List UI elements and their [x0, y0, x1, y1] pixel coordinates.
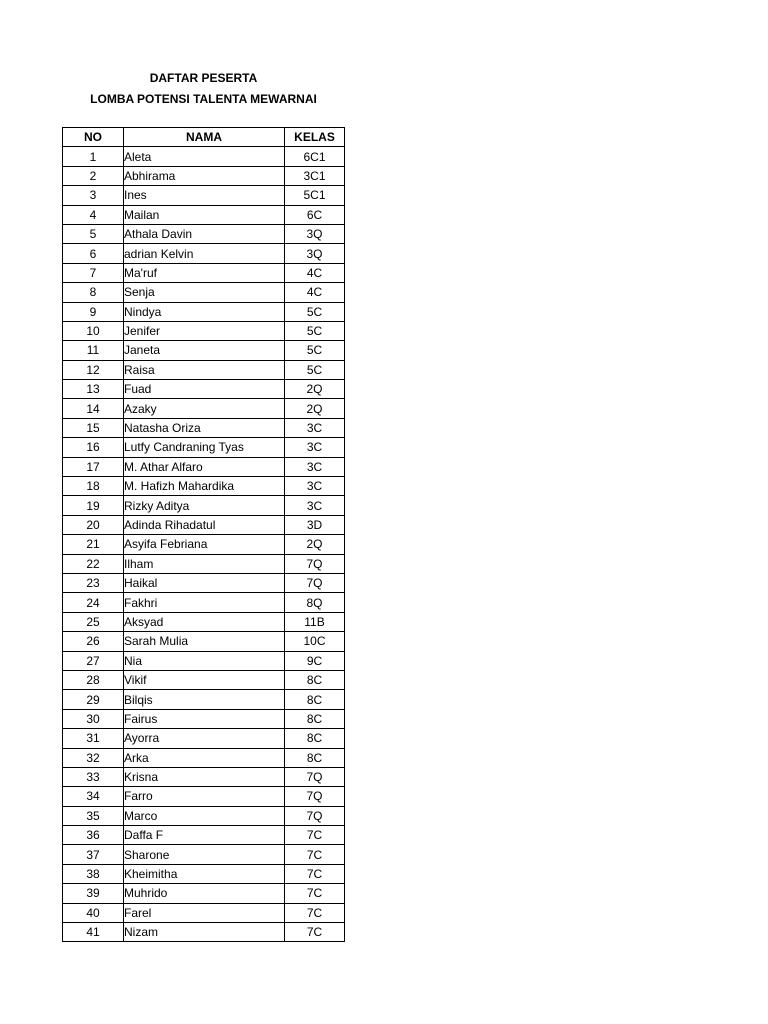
table-row: [63, 244, 345, 263]
cell-kelas: 6C1: [285, 147, 345, 166]
table-row: [63, 554, 345, 573]
cell-no: 33: [63, 767, 124, 786]
table-header: [63, 128, 345, 147]
cell-nama: Arka: [124, 748, 285, 767]
cell-no: 41: [63, 923, 124, 942]
cell-no: 30: [63, 709, 124, 728]
header-kelas: KELAS: [285, 128, 345, 147]
cell-no: 34: [63, 787, 124, 806]
cell-no: 10: [63, 321, 124, 340]
table-row: [63, 845, 345, 864]
cell-no: 37: [63, 845, 124, 864]
cell-nama: Muhrido: [124, 884, 285, 903]
table-row: [63, 729, 345, 748]
cell-nama: Aksyad: [124, 612, 285, 631]
table-row: [63, 651, 345, 670]
cell-nama: Mailan: [124, 205, 285, 224]
cell-kelas: 7Q: [285, 806, 345, 825]
cell-kelas: 3D: [285, 515, 345, 534]
cell-kelas: 7C: [285, 864, 345, 883]
cell-nama: Fuad: [124, 380, 285, 399]
cell-nama: adrian Kelvin: [124, 244, 285, 263]
cell-no: 6: [63, 244, 124, 263]
cell-no: 32: [63, 748, 124, 767]
cell-nama: Fairus: [124, 709, 285, 728]
table-row: [63, 166, 345, 185]
table-row: [63, 438, 345, 457]
cell-kelas: 5C: [285, 341, 345, 360]
cell-nama: Krisna: [124, 767, 285, 786]
cell-no: 7: [63, 263, 124, 282]
cell-kelas: 5C: [285, 302, 345, 321]
cell-kelas: 7C: [285, 884, 345, 903]
table-row: [63, 670, 345, 689]
cell-kelas: 2Q: [285, 399, 345, 418]
cell-nama: Sharone: [124, 845, 285, 864]
cell-kelas: 2Q: [285, 380, 345, 399]
table-row: [63, 787, 345, 806]
cell-kelas: 7Q: [285, 787, 345, 806]
cell-no: 36: [63, 826, 124, 845]
cell-no: 25: [63, 612, 124, 631]
cell-nama: Raisa: [124, 360, 285, 379]
table-row: [63, 709, 345, 728]
title-line-2: LOMBA POTENSI TALENTA MEWARNAI: [90, 92, 317, 106]
cell-kelas: 3C1: [285, 166, 345, 185]
cell-nama: Farel: [124, 903, 285, 922]
table-row: [63, 748, 345, 767]
cell-kelas: 7C: [285, 903, 345, 922]
table-row: [63, 263, 345, 282]
cell-nama: Ilham: [124, 554, 285, 573]
cell-kelas: 6C: [285, 205, 345, 224]
cell-nama: Kheimitha: [124, 864, 285, 883]
cell-nama: Daffa F: [124, 826, 285, 845]
header-row: [63, 128, 345, 147]
cell-nama: Athala Davin: [124, 224, 285, 243]
table-row: [63, 418, 345, 437]
table-row: [63, 399, 345, 418]
cell-kelas: 8C: [285, 748, 345, 767]
cell-nama: Ma'ruf: [124, 263, 285, 282]
cell-no: 5: [63, 224, 124, 243]
cell-kelas: 10C: [285, 632, 345, 651]
cell-kelas: 3C: [285, 496, 345, 515]
table-row: [63, 496, 345, 515]
cell-nama: Nia: [124, 651, 285, 670]
cell-no: 15: [63, 418, 124, 437]
cell-nama: Haikal: [124, 573, 285, 592]
table-row: [63, 321, 345, 340]
cell-nama: Sarah Mulia: [124, 632, 285, 651]
cell-kelas: 8C: [285, 690, 345, 709]
table-row: [63, 690, 345, 709]
cell-kelas: 5C: [285, 321, 345, 340]
cell-nama: Azaky: [124, 399, 285, 418]
cell-no: 22: [63, 554, 124, 573]
cell-no: 17: [63, 457, 124, 476]
cell-kelas: 4C: [285, 263, 345, 282]
table-row: [63, 360, 345, 379]
cell-kelas: 8Q: [285, 593, 345, 612]
cell-nama: Janeta: [124, 341, 285, 360]
table-row: [63, 826, 345, 845]
table-row: [63, 477, 345, 496]
cell-no: 13: [63, 380, 124, 399]
cell-kelas: 7C: [285, 923, 345, 942]
cell-nama: M. Hafizh Mahardika: [124, 477, 285, 496]
table-row: [63, 923, 345, 942]
cell-no: 20: [63, 515, 124, 534]
cell-no: 14: [63, 399, 124, 418]
cell-nama: Bilqis: [124, 690, 285, 709]
table-row: [63, 515, 345, 534]
table-row: [63, 903, 345, 922]
cell-no: 16: [63, 438, 124, 457]
cell-nama: Aleta: [124, 147, 285, 166]
table-row: [63, 457, 345, 476]
cell-no: 28: [63, 670, 124, 689]
cell-nama: M. Athar Alfaro: [124, 457, 285, 476]
title-line-1: DAFTAR PESERTA: [149, 71, 258, 85]
table-row: [63, 612, 345, 631]
cell-kelas: 3Q: [285, 244, 345, 263]
cell-no: 23: [63, 573, 124, 592]
cell-kelas: 2Q: [285, 535, 345, 554]
cell-nama: Jenifer: [124, 321, 285, 340]
cell-no: 31: [63, 729, 124, 748]
cell-kelas: 7C: [285, 845, 345, 864]
table-row: [63, 535, 345, 554]
cell-nama: Ines: [124, 186, 285, 205]
cell-no: 39: [63, 884, 124, 903]
cell-kelas: 11B: [285, 612, 345, 631]
cell-nama: Fakhri: [124, 593, 285, 612]
cell-nama: Lutfy Candraning Tyas: [124, 438, 285, 457]
cell-kelas: 7C: [285, 826, 345, 845]
cell-kelas: 9C: [285, 651, 345, 670]
cell-kelas: 4C: [285, 283, 345, 302]
cell-nama: Rizky Aditya: [124, 496, 285, 515]
cell-kelas: 7Q: [285, 767, 345, 786]
cell-nama: Vikif: [124, 670, 285, 689]
cell-no: 12: [63, 360, 124, 379]
table-row: [63, 341, 345, 360]
cell-nama: Farro: [124, 787, 285, 806]
cell-no: 3: [63, 186, 124, 205]
cell-no: 9: [63, 302, 124, 321]
cell-nama: Abhirama: [124, 166, 285, 185]
cell-no: 38: [63, 864, 124, 883]
table-row: [63, 632, 345, 651]
cell-no: 35: [63, 806, 124, 825]
table-body: [63, 147, 345, 942]
cell-no: 4: [63, 205, 124, 224]
cell-kelas: 3C: [285, 418, 345, 437]
table-row: [63, 205, 345, 224]
cell-kelas: 3Q: [285, 224, 345, 243]
header-no: NO: [63, 128, 124, 147]
table-row: [63, 186, 345, 205]
cell-kelas: 8C: [285, 670, 345, 689]
table-row: [63, 283, 345, 302]
table-row: [63, 380, 345, 399]
table-row: [63, 302, 345, 321]
cell-no: 8: [63, 283, 124, 302]
cell-kelas: 8C: [285, 729, 345, 748]
cell-nama: Nizam: [124, 923, 285, 942]
cell-no: 27: [63, 651, 124, 670]
cell-kelas: 7Q: [285, 554, 345, 573]
cell-nama: Adinda Rihadatul: [124, 515, 285, 534]
cell-kelas: 3C: [285, 477, 345, 496]
participants-table: [62, 127, 345, 942]
cell-kelas: 3C: [285, 457, 345, 476]
cell-nama: Ayorra: [124, 729, 285, 748]
table-row: [63, 224, 345, 243]
cell-nama: Senja: [124, 283, 285, 302]
table-row: [63, 147, 345, 166]
header-nama: NAMA: [124, 128, 285, 147]
cell-nama: Natasha Oriza: [124, 418, 285, 437]
cell-no: 24: [63, 593, 124, 612]
table-row: [63, 573, 345, 592]
cell-nama: Marco: [124, 806, 285, 825]
table-row: [63, 864, 345, 883]
cell-kelas: 8C: [285, 709, 345, 728]
cell-no: 21: [63, 535, 124, 554]
table-row: [63, 806, 345, 825]
cell-no: 1: [63, 147, 124, 166]
cell-no: 19: [63, 496, 124, 515]
cell-no: 2: [63, 166, 124, 185]
cell-kelas: 7Q: [285, 573, 345, 592]
cell-kelas: 5C1: [285, 186, 345, 205]
table-row: [63, 767, 345, 786]
cell-kelas: 5C: [285, 360, 345, 379]
cell-no: 18: [63, 477, 124, 496]
cell-nama: Asyifa Febriana: [124, 535, 285, 554]
cell-no: 40: [63, 903, 124, 922]
table-row: [63, 593, 345, 612]
cell-no: 26: [63, 632, 124, 651]
cell-nama: Nindya: [124, 302, 285, 321]
cell-kelas: 3C: [285, 438, 345, 457]
cell-no: 29: [63, 690, 124, 709]
cell-no: 11: [63, 341, 124, 360]
table-row: [63, 884, 345, 903]
